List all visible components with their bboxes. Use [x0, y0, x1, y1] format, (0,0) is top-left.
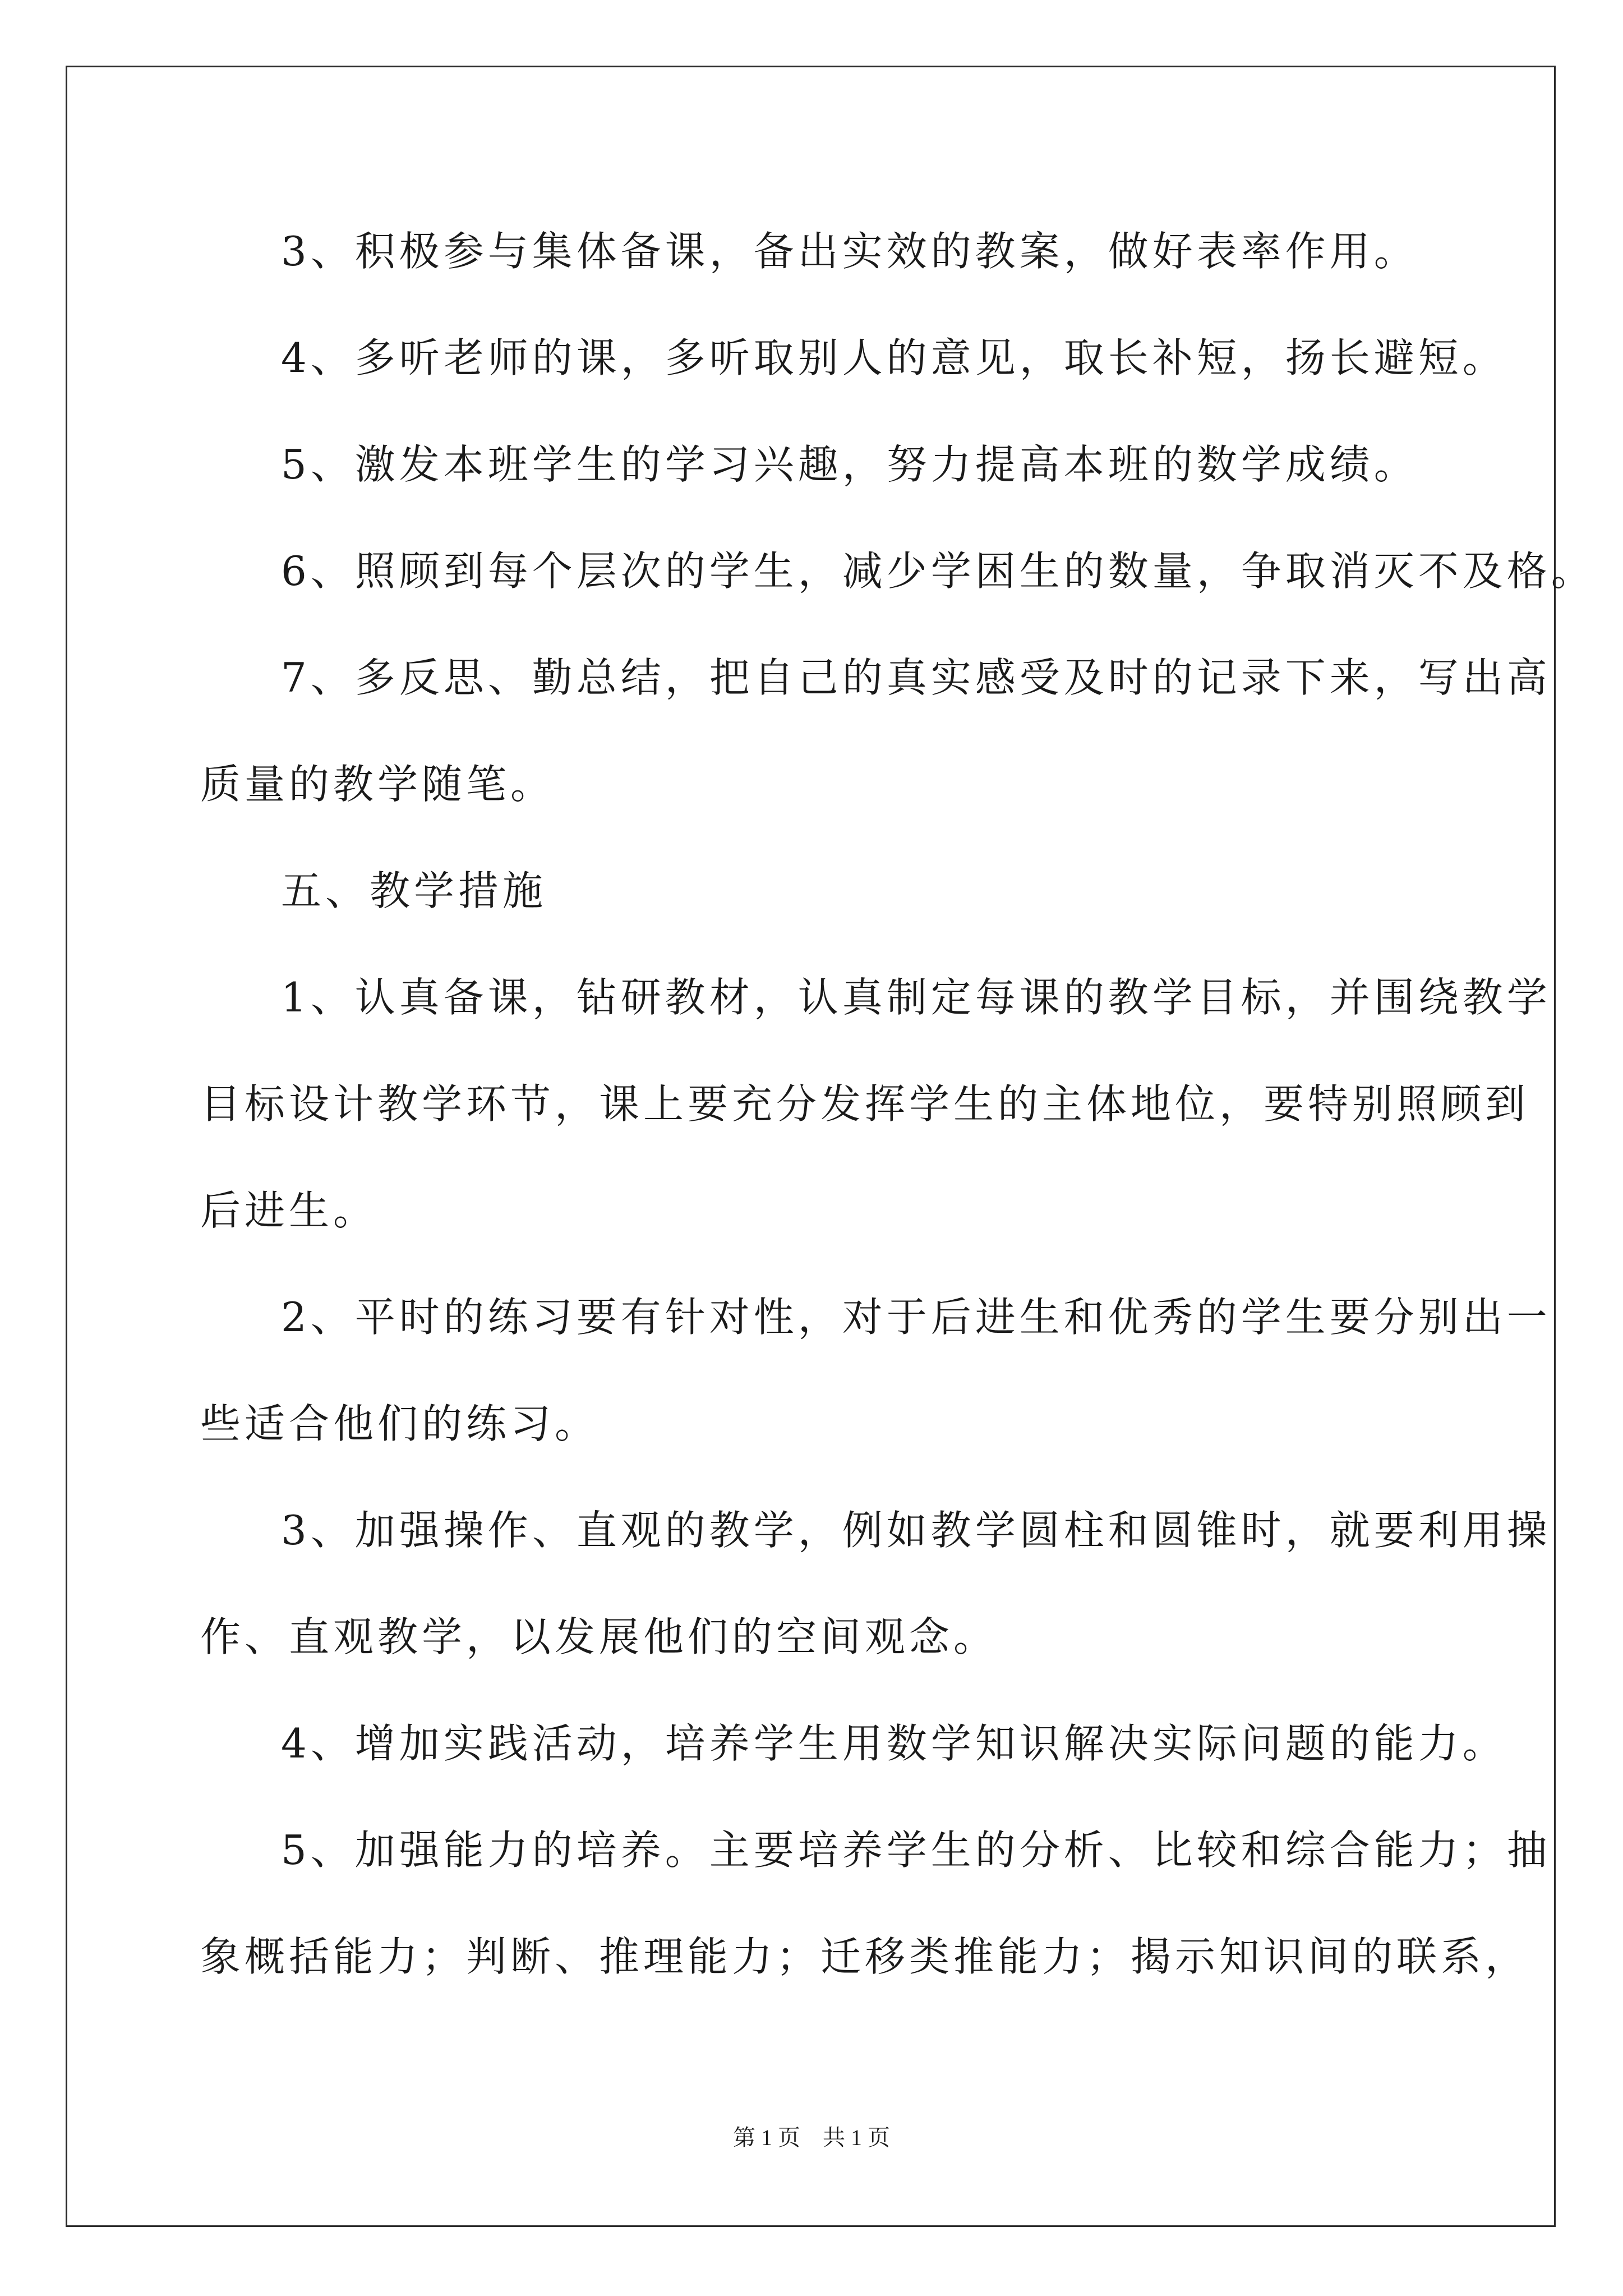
paragraph-line: 3、积极参与集体备课，备出实效的教案，做好表率作用。	[281, 228, 1418, 275]
paragraph-line: 4、增加实践活动，培养学生用数学知识解决实际问题的能力。	[281, 1720, 1507, 1767]
paragraph-line: 1、认真备课，钻研教材，认真制定每课的教学目标，并围绕教学	[281, 974, 1551, 1021]
paragraph-line: 2、平时的练习要有针对性，对于后进生和优秀的学生要分别出一	[281, 1294, 1551, 1341]
page-border	[66, 66, 1556, 2227]
paragraph-line: 3、加强操作、直观的教学，例如教学圆柱和圆锥时，就要利用操	[281, 1507, 1551, 1554]
paragraph-line: 后进生。	[200, 1187, 378, 1234]
paragraph-line: 质量的教学随笔。	[200, 761, 555, 808]
paragraph-line: 7、多反思、勤总结，把自己的真实感受及时的记录下来，写出高	[281, 654, 1551, 701]
paragraph-line: 些适合他们的练习。	[200, 1400, 600, 1447]
paragraph-line: 目标设计教学环节，课上要充分发挥学生的主体地位，要特别照顾到	[200, 1080, 1530, 1128]
section-heading: 五、教学措施	[281, 867, 547, 914]
paragraph-line: 5、激发本班学生的学习兴趣，努力提高本班的数学成绩。	[281, 441, 1418, 488]
paragraph-line: 5、加强能力的培养。主要培养学生的分析、比较和综合能力；抽	[281, 1826, 1551, 1874]
page-number-footer: 第 1 页 共 1 页	[733, 2125, 890, 2150]
paragraph-line: 4、多听老师的课，多听取别人的意见，取长补短，扬长避短。	[281, 334, 1507, 381]
paragraph-line: 6、照顾到每个层次的学生，减少学困生的数量，争取消灭不及格。	[281, 547, 1596, 595]
paragraph-line: 作、直观教学，以发展他们的空间观念。	[200, 1613, 998, 1660]
paragraph-line: 象概括能力；判断、推理能力；迁移类推能力；揭示知识间的联系，	[200, 1933, 1530, 1980]
